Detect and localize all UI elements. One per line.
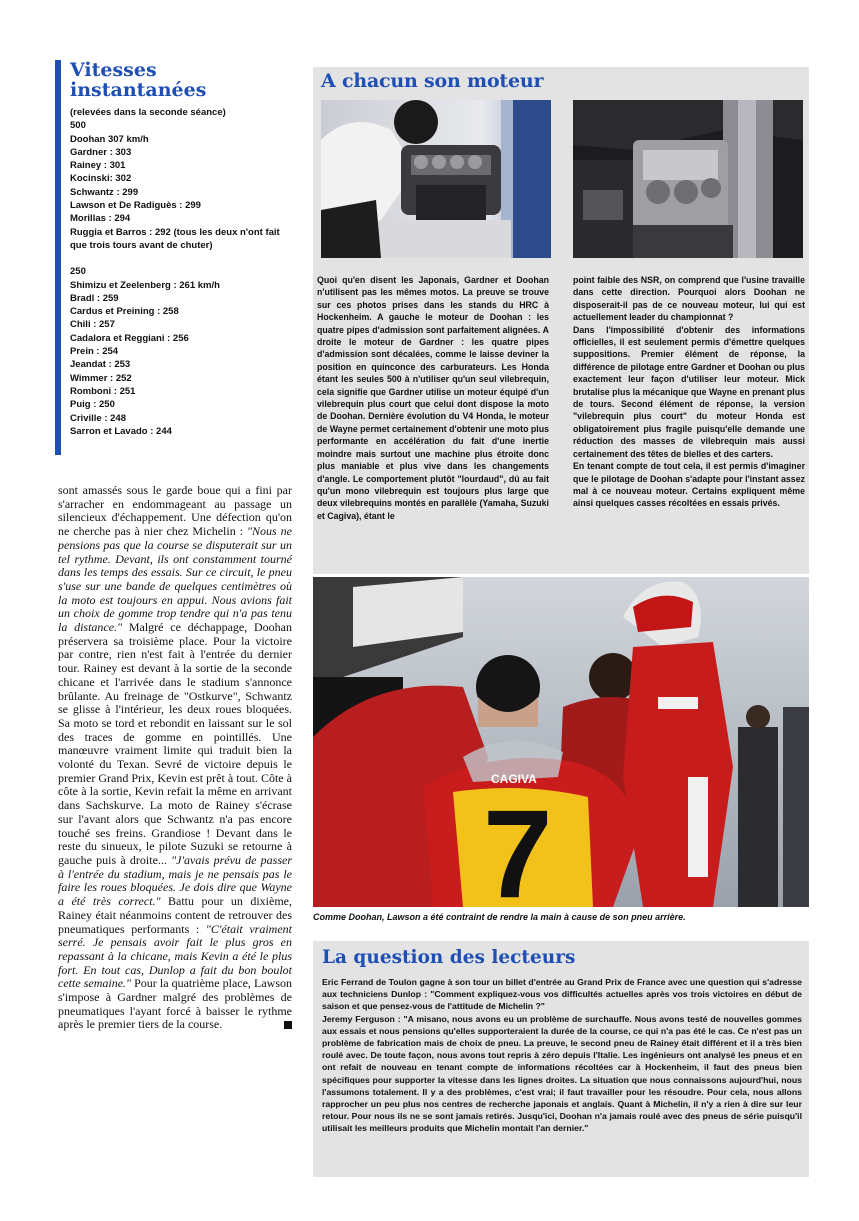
readers-question-box (313, 941, 809, 1177)
photo-caption: Comme Doohan, Lawson a été contraint de rendre la main à cause de son pneu arrière. (313, 912, 686, 922)
speed-250-line: Jeandat : 253 (70, 359, 131, 371)
speed-250-line: Criville : 248 (70, 412, 126, 424)
speed-250-line: Bradl : 259 (70, 292, 119, 304)
motor-text-right-p2: Dans l'impossibilité d'obtenir des informations officielles, il est seulement permis d'émettre quelques suppositions. Premier élément de réponse, la différence de pilotage entre Gardner et Doohan ou plus exactement leur façon d'utiliser leur moteur. Mick brutalise plus la mécanique que Wayne en prenant plus de tours. Second élément de réponse, la version "vilebrequin plus court" du moteur Honda est obligatoirement plus fragile puisqu'elle demande une réduction des masses de vilebrequin mais aussi certainement des têtes de bielles et des carters. (573, 324, 805, 459)
readers-question: Eric Ferrand de Toulon gagne à son tour un billet d'entrée au Grand Prix de France avec une question qui s'adresse aux techniciens Dunlop : "Comment expliquez-vous vos difficultés actuelles après vos trois victoires en début de saison et que pensez-vous de l'attitude de Michelin ?" (322, 977, 802, 1012)
speed-250-line: Sarron et Lavado : 244 (70, 425, 172, 437)
speed-500-line: Kocinski: 302 (70, 173, 132, 185)
speed-250-line: Puig : 250 (70, 399, 115, 411)
doohan-engine-photo (321, 100, 551, 258)
article-body-paragraph: sont amassés sous le garde boue qui a fini par s'arracher en endommageant au passage un silencieux d'échappement. Une défection qu'on ne cherche pas à nier chez Michelin : "Nous ne pensions pas que la course se disputerait sur un tel rythme. Devant, ils ont constamment tourné dans les temps des essais. Sur ce circuit, le pneu s'use sur une bande de quelques centimètres où la moto est toujours en appui. Nous avions fait un choix de gomme trop tendre qui n'a pas tenu la distance." Malgré ce déchappage, Doohan préservera sa troisième place. Pour la victoire par contre, rien n'est fait à l'entrée du dernier tour. Rainey est devant à la sortie de la seconde chicane et l'arrivée dans le stadium s'annonce brûlante. Au freinage de "Ostkurve", Schwantz se glisse à l'intérieur, les deux roues bloquées. Sa moto se tord et rebondit en laissant sur le sol des traces de gomme en pointillés. Une manœuvre vraiment limite qui traduit bien la volonté du Texan. Sevré de victoire depuis le premier Grand Prix, Kevin est prêt à tout. Côte à côte à la sortie, Kevin refait la même en arrivant dans Sachskurve. La moto de Rainey s'écrase sur l'avant alors que Schwantz n'a pas encore touché ses freins. Grandiose ! Devant dans le reste du sinueux, le pilote Suzuki se retourne à gauche puis à droite... "J'avais prévu de passer à l'entrée du stadium, mais je ne pensais pas le faire les roues bloquées. Je dois dire que Wayne a été très correct." Battu pour un dixième, Rainey était néanmoins content de retrouver des pneumatiques performants : "C'était vraiment serré. Je pensais avoir fait le plus gros en repassant à la chicane, mais Kevin a été le plus fort. En tout cas, Dunlop a fait du bon boulot cette semaine." Pour la quatrième place, Lawson s'impose à Gardner malgré des problèmes de pneumatiques l'ayant forcé à baisser le rythme après le premier tiers de la course. (58, 483, 293, 1032)
speed-250-line: 250 (70, 266, 86, 278)
speed-250-line: Cadalora et Reggiani : 256 (70, 332, 189, 344)
readers-title: La question des lecteurs (322, 947, 576, 968)
bike-number: 7 (483, 785, 553, 907)
speed-250-line: Wimmer : 252 (70, 372, 132, 384)
readers-answer: Jeremy Ferguson : "A misano, nous avons eu un problème de surchauffe. Nous avons testé de nouvelles gommes aux essais et nous pensions qu'elles supporteraient la durée de la course, ce qui n'a pas été le cas. Ce n'est pas un problème de fabrication mais de choix de pneu. La preuve, le second pneu de Rainey était différent et il a très bien roulé avec. De toute façon, nous avons tout repris à zéro depuis l'Italie. Les ingénieurs ont analysé les pneus et en ont refait de nouveau en tenant compte de informations récoltées car à Hockenheim, il faut des pneus bien spécifiques pour supporter la vitesse dans les lignes droites. La situation que nous connaissons aujourd'hui, nous l'assumons totalement. Il y a des problèmes, c'est vrai; il faut travailler pour les résoudre. Pour cela, nous allons rapprocher un peu plus nos centres de recherche japonais et anglais. Quant à Michelin, il n'y a rien à dire sur leur retour. Pour nous ils ne se sont jamais retirés. Jusqu'ici, Doohan n'a jamais roulé avec des pneus de série puisqu'il utilisait les meilleurs produits que Michelin montait l'an dernier." (322, 1013, 802, 1134)
speeds-title-line1: Vitesses (70, 59, 157, 81)
speed-500-line: Schwantz : 299 (70, 186, 139, 198)
gardner-engine-photo (573, 100, 803, 258)
speed-500-line: que trois tours avant de chuter) (70, 239, 213, 251)
speeds-sidebar (55, 60, 295, 455)
speed-500-line: Gardner : 303 (70, 146, 132, 158)
speed-500-line: 500 (70, 120, 86, 132)
speed-500-line: Rainey : 301 (70, 160, 126, 172)
speeds-title-line2: instantanées (70, 79, 207, 101)
speed-250-line: Prein : 254 (70, 346, 119, 358)
speed-500-line: Morillas : 294 (70, 213, 131, 225)
fairing-brand-text: CAGIVA (491, 772, 537, 786)
motor-text-right-p1: point faible des NSR, on comprend que l'usine travaille dans cette direction. Pourquoi alors Doohan ne disposerait-il pas de ce nouveau moteur, lui qui est actuellement leader du championnat ? (573, 275, 805, 323)
motor-text-left-paragraph: Quoi qu'en disent les Japonais, Gardner et Doohan n'utilisent pas les mêmes motos. La preuve se trouve sur ces photos prises dans les stands du HRC à Hockenheim. A gauche le moteur de Doohan : les quatre pipes d'admission sont parfaitement alignées. A droite le moteur de Gardner : les quatre pipes d'admission sont décalées, comme le laisse deviner la position en quinconce des carburateurs. Les Honda étant les seules 500 à n'utiliser qu'un seul vilebrequin, cela signifie que Gardner utilise un moteur équipé d'un vilebrequin plus court que celui dont dispose la moto de Doohan. Dernière évolution du V4 Honda, le moteur de Wayne permet certainement d'obtenir une moto plus performante en accélération du fait d'une inertie moindre mais surtout une machine plus étroite donc plus maniable et plus vive dans les changements d'angle. Le comportement plutôt "lourdaud", dû au fait qu'un mono vilebrequin est toujours plus large que deux vilebrequins montés en parallèle (Yamaha, Suzuki et Cagiva), étant le (317, 275, 549, 521)
motor-title: A chacun son moteur (321, 70, 544, 92)
motor-box (313, 67, 809, 574)
race-pit-photo (313, 577, 809, 907)
article-body (58, 484, 292, 1032)
speeds-group-250 (70, 265, 295, 438)
speed-250-line: Cardus et Preining : 258 (70, 306, 179, 318)
motor-text-right (573, 274, 805, 510)
speed-250-line: Romboni : 251 (70, 385, 136, 397)
readers-text (322, 976, 802, 1135)
end-of-article-mark (284, 1021, 292, 1029)
speed-500-line: Lawson et De Radiguès : 299 (70, 200, 201, 212)
speeds-title (70, 60, 295, 100)
speed-250-line: Shimizu et Zeelenberg : 261 km/h (70, 279, 220, 291)
speed-250-line: Chili : 257 (70, 319, 115, 331)
motor-text-right-p3: En tenant compte de tout cela, il est permis d'imaginer que le pilotage de Doohan s'adapte pour l'instant assez mal à ce nouveau moteur. Certains expliquent même ainsi quelques casses récoltées en essais privés. (573, 461, 805, 509)
speeds-group-500 (70, 119, 295, 252)
motor-text-left (317, 274, 549, 522)
speed-500-line: Doohan 307 km/h (70, 133, 149, 145)
speeds-subtitle: (relevées dans la seconde séance) (70, 107, 226, 118)
speed-500-line: Ruggia et Barros : 292 (tous les deux n'ont fait (70, 226, 280, 238)
